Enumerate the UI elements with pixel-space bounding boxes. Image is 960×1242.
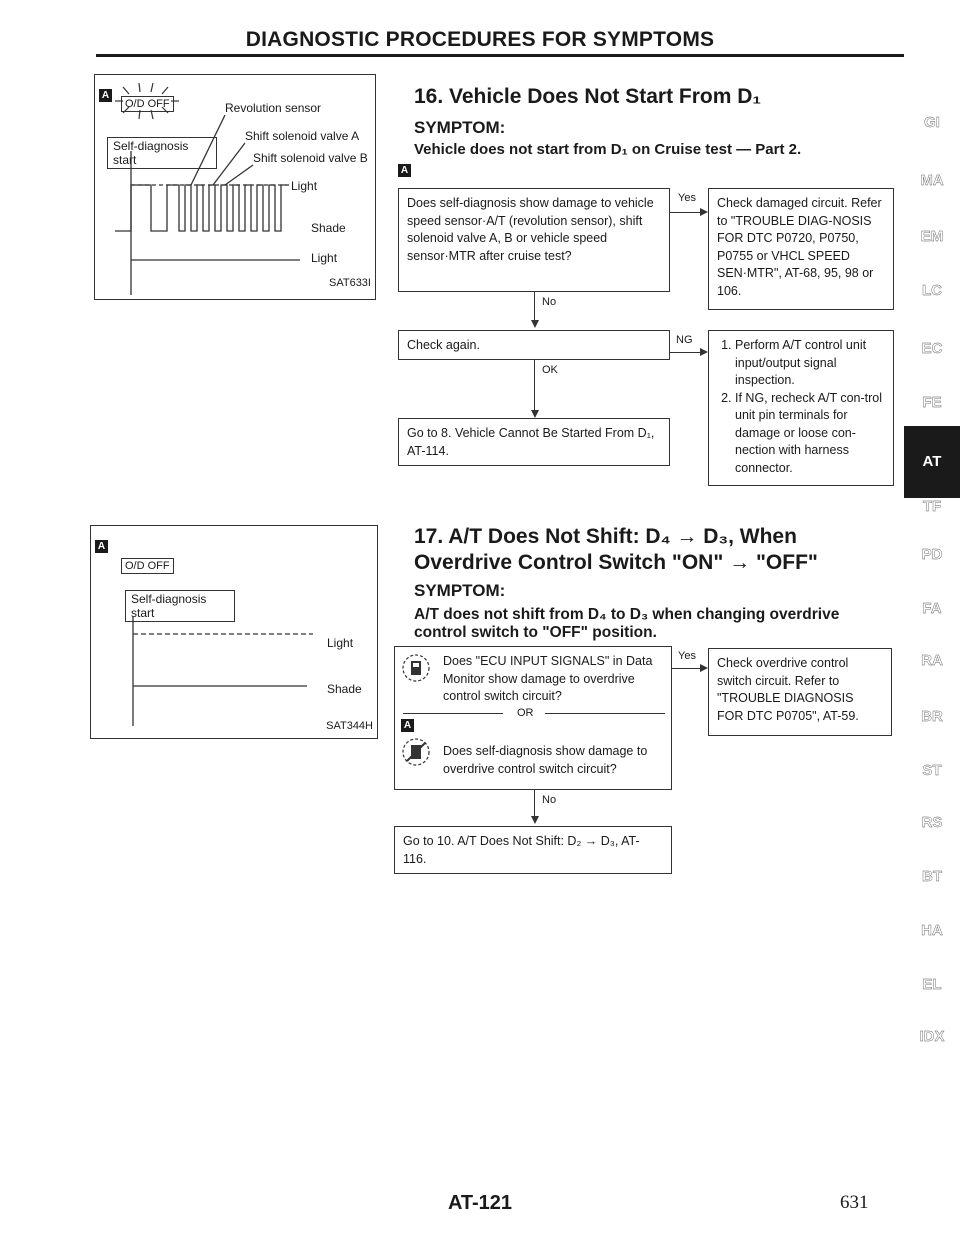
section-16-result-1: Check damaged circuit. Refer to "TROUBLE DIAG-NOSIS FOR DTC P0720, P0750, P0755 or VHCL SPEED SEN·MTR", AT-68, 95, 98 or 106. <box>708 188 894 310</box>
light-bottom-label: Light <box>311 251 338 265</box>
section-16-title: 16. Vehicle Does Not Start From D₁ <box>414 85 762 108</box>
signal-waveform-2 <box>91 526 377 738</box>
figure-od-switch <box>90 525 378 739</box>
figure-2-code: SAT344H <box>326 720 373 732</box>
self-diagnosis-2-line2: start <box>131 606 155 620</box>
section-tab-at-active[interactable]: AT <box>904 426 960 498</box>
section-tab-idx[interactable]: IDX <box>919 1028 945 1045</box>
yes-connector-17 <box>672 668 702 669</box>
section-16-badge: A <box>398 164 411 177</box>
figure-revolution-sensor <box>94 74 376 300</box>
self-diagnosis-2-line1: Self-diagnosis <box>131 592 207 606</box>
header-rule <box>96 54 904 57</box>
section-tab-fa[interactable]: FA <box>922 600 942 617</box>
ng-label-16: NG <box>676 334 693 346</box>
section-tab-el[interactable]: EL <box>922 976 942 993</box>
yes-arrow-17 <box>700 664 708 672</box>
section-tab-tf[interactable]: TF <box>922 498 942 515</box>
result-2-item-2: 2. If NG, recheck A/T con-trol unit pin terminals for damage or loose con-nection with harness connector. <box>735 390 885 478</box>
yes-label-16: Yes <box>678 192 696 204</box>
shade-label: Shade <box>311 221 346 235</box>
ok-arrow-16 <box>531 410 539 418</box>
section-17-title-2: Overdrive Control Switch "ON" → "OFF" <box>414 551 818 574</box>
section-17-title-1: 17. A/T Does Not Shift: D₄ → D₃, When <box>414 525 797 548</box>
section-16-check-again: Check again. <box>398 330 670 360</box>
yes-arrow-16 <box>700 208 708 216</box>
yes-label-17: Yes <box>678 650 696 662</box>
no-arrow-16 <box>531 320 539 328</box>
result-2-item-1: 1. Perform A/T control unit input/output signal inspection. <box>735 337 885 390</box>
shift-solenoid-b-label: Shift solenoid valve B <box>253 151 368 165</box>
section-17-symptom-label: SYMPTOM: <box>414 581 506 600</box>
self-diagnosis-line2: start <box>113 153 137 167</box>
light-top-label: Light <box>291 179 318 193</box>
figure-2-badge: A <box>95 540 108 553</box>
ok-connector-16 <box>534 360 535 412</box>
section-17-symptom-1: A/T does not shift from D₄ to D₃ when changing overdrive <box>414 606 840 623</box>
section-tab-ec[interactable]: EC <box>921 340 943 357</box>
section-17-badge: A <box>401 719 414 732</box>
figure-badge: A <box>99 89 112 102</box>
yes-connector-16 <box>670 212 702 213</box>
section-16-symptom: Vehicle does not start from D₁ on Cruise test — Part 2. <box>414 141 802 158</box>
no-label-16: No <box>542 296 557 308</box>
page-code: AT-121 <box>447 1192 513 1214</box>
shade-label-2: Shade <box>327 682 362 696</box>
no-tools-icon <box>401 737 431 767</box>
no-connector-17 <box>534 790 535 818</box>
consult-icon <box>401 653 431 683</box>
od-off-label-2: O/D OFF <box>121 558 174 574</box>
section-tab-bt[interactable]: BT <box>922 868 942 885</box>
section-17-result-1: Check overdrive control switch circuit. Refer to "TROUBLE DIAGNOSIS FOR DTC P0705", AT-59. <box>708 648 892 736</box>
or-divider-right <box>545 713 665 714</box>
or-label: OR <box>517 707 534 719</box>
section-tab-br[interactable]: BR <box>921 708 943 725</box>
section-tab-ha[interactable]: HA <box>921 922 943 939</box>
figure-code: SAT633I <box>329 277 371 289</box>
or-divider-left <box>403 713 503 714</box>
shift-solenoid-a-label: Shift solenoid valve A <box>245 129 360 143</box>
section-16-symptom-label: SYMPTOM: <box>414 118 506 137</box>
section-17-goto: Go to 10. A/T Does Not Shift: D₂ → D₃, AT-116. <box>394 826 672 874</box>
section-17-question-1b: Does self-diagnosis show damage to overdrive control switch circuit? <box>443 744 648 776</box>
no-connector-16 <box>534 292 535 322</box>
section-17-symptom-2: control switch to "OFF" position. <box>414 624 657 641</box>
no-arrow-17 <box>531 816 539 824</box>
section-tab-ma[interactable]: MA <box>920 172 944 189</box>
revolution-sensor-label: Revolution sensor <box>225 101 322 115</box>
section-tab-em[interactable]: EM <box>920 228 944 245</box>
ng-arrow-16 <box>700 348 708 356</box>
od-off-label: O/D OFF <box>121 96 174 112</box>
ok-label-16: OK <box>542 364 558 376</box>
section-17-question-1a: Does "ECU INPUT SIGNALS" in Data Monitor show damage to overdrive control switch circuit? <box>443 654 653 703</box>
section-16-goto: Go to 8. Vehicle Cannot Be Started From D₁, AT-114. <box>398 418 670 466</box>
page-number: 631 <box>840 1192 869 1213</box>
section-16-result-2 <box>708 330 894 486</box>
light-label-2: Light <box>327 636 354 650</box>
section-tab-ra[interactable]: RA <box>921 652 943 669</box>
section-16-question-1: Does self-diagnosis show damage to vehicle speed sensor·A/T (revolution sensor), shift solenoid valve A, B or vehicle speed sensor·MTR after cruise test? <box>398 188 670 292</box>
section-tab-fe[interactable]: FE <box>922 394 942 411</box>
no-label-17: No <box>542 794 557 806</box>
page-header: DIAGNOSTIC PROCEDURES FOR SYMPTOMS <box>245 28 715 51</box>
self-diagnosis-line1: Self-diagnosis <box>113 139 189 153</box>
section-17-question-box <box>394 646 672 790</box>
section-tab-lc[interactable]: LC <box>922 282 942 299</box>
ng-connector-16 <box>670 352 702 353</box>
section-tab-st[interactable]: ST <box>922 762 942 779</box>
signal-waveform <box>95 115 318 295</box>
section-tab-rs[interactable]: RS <box>921 814 943 831</box>
section-tab-pd[interactable]: PD <box>921 546 943 563</box>
section-tab-gi[interactable]: GI <box>924 114 940 131</box>
